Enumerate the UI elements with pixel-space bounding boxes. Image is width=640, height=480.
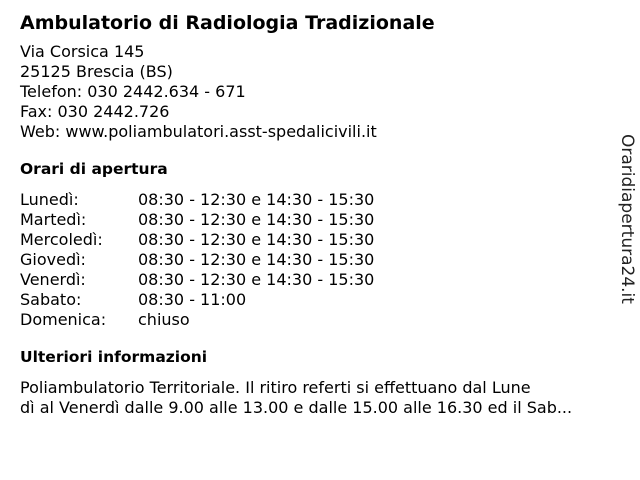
day-label: Lunedì: <box>20 190 79 209</box>
info-description <box>20 378 630 418</box>
time-range: 08:30 - 12:30 e 14:30 - 15:30 <box>138 250 375 269</box>
day-label: Venerdì: <box>20 270 86 289</box>
hours-heading: Orari di apertura <box>20 160 168 178</box>
time-range: chiuso <box>138 310 190 329</box>
business-card <box>20 10 620 418</box>
info-heading: Ulteriori informazioni <box>20 348 208 366</box>
opening-hours-table <box>20 190 620 330</box>
hours-row-friday <box>20 270 620 290</box>
day-label: Mercoledì: <box>20 230 103 249</box>
info-line: dì al Venerdì dalle 9.00 alle 13.00 e dalle 15.00 alle 16.30 ed il Sab... <box>20 398 573 417</box>
phone-number: Telefon: 030 2442.634 - 671 <box>20 82 246 101</box>
address-city: 25125 Brescia (BS) <box>20 62 173 81</box>
address-street: Via Corsica 145 <box>20 42 145 61</box>
time-range: 08:30 - 12:30 e 14:30 - 15:30 <box>138 270 375 289</box>
info-line: Poliambulatorio Territoriale. Il ritiro referti si effettuano dal Lune <box>20 378 531 397</box>
site-brand: Oraridiapertura24.it <box>617 134 637 304</box>
website-link[interactable]: Web: www.poliambulatori.asst-spedalicivili.it <box>20 122 377 141</box>
fax-number: Fax: 030 2442.726 <box>20 102 170 121</box>
time-range: 08:30 - 11:00 <box>138 290 247 309</box>
day-label: Martedì: <box>20 210 87 229</box>
day-label: Sabato: <box>20 290 82 309</box>
time-range: 08:30 - 12:30 e 14:30 - 15:30 <box>138 190 375 209</box>
hours-row-saturday <box>20 290 620 310</box>
business-title: Ambulatorio di Radiologia Tradizionale <box>20 12 435 34</box>
day-label: Giovedì: <box>20 250 86 269</box>
time-range: 08:30 - 12:30 e 14:30 - 15:30 <box>138 210 375 229</box>
hours-row-tuesday <box>20 210 620 230</box>
hours-row-wednesday <box>20 230 620 250</box>
hours-row-thursday <box>20 250 620 270</box>
hours-row-sunday <box>20 310 620 330</box>
hours-row-monday <box>20 190 620 210</box>
address-block <box>20 42 620 142</box>
day-label: Domenica: <box>20 310 107 329</box>
time-range: 08:30 - 12:30 e 14:30 - 15:30 <box>138 230 375 249</box>
